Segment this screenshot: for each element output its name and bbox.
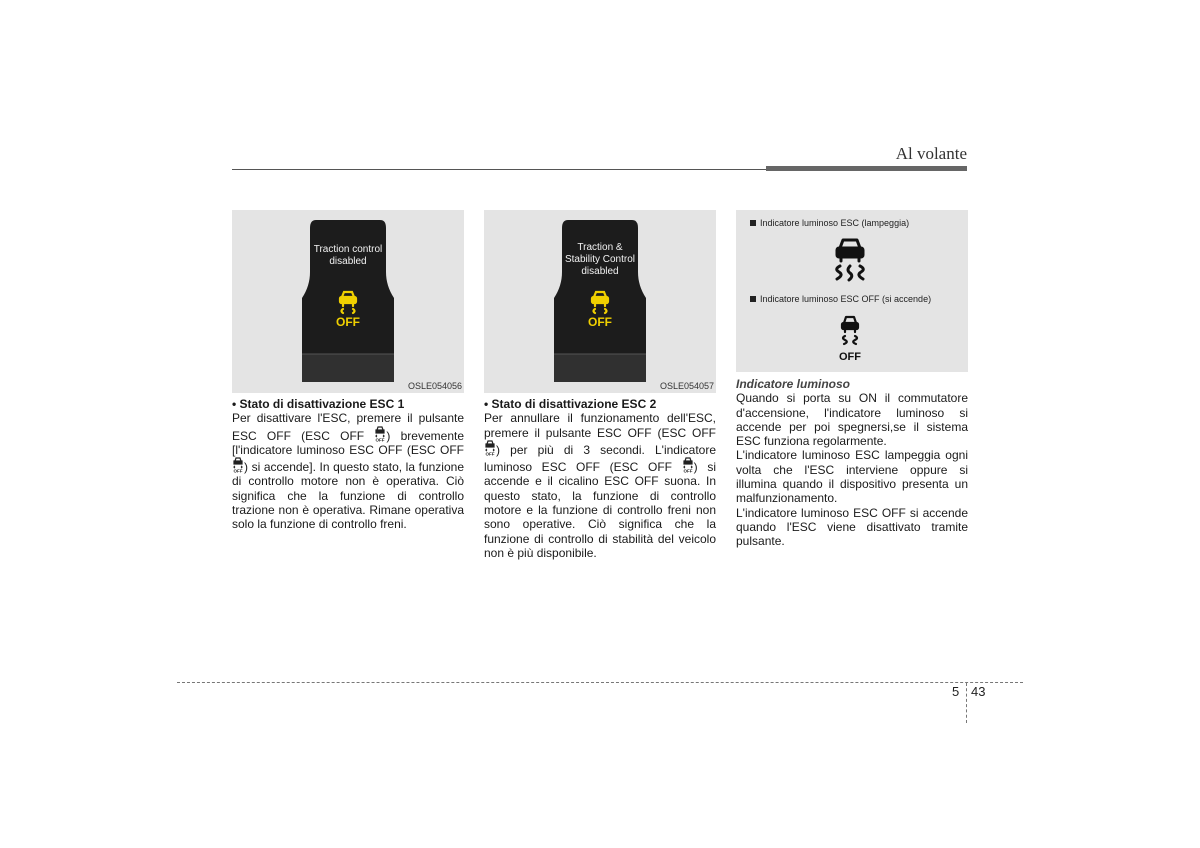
text-run: Per disattivare l'ESC, premere il pulsante ESC OFF (ESC OFF — [232, 411, 464, 443]
legend-text: Indicatore luminoso ESC (lampeggia) — [760, 218, 910, 228]
svg-text:OFF: OFF — [336, 315, 360, 328]
button-label — [304, 244, 392, 268]
button-label-line-2: Stability Control — [564, 254, 636, 265]
esc-off-icon — [374, 426, 386, 442]
page-number: 43 — [971, 684, 986, 699]
text-run: Per annullare il funzionamento dell'ESC, premere il pulsante ESC OFF (ESC OFF — [484, 411, 716, 440]
svg-text:OFF: OFF — [683, 468, 693, 474]
square-bullet-icon — [750, 220, 756, 226]
text-run: ) per più di 3 secondi. L'indicatore luminoso ESC OFF (ESC OFF — [484, 442, 716, 475]
figure-code: OSLE054057 — [659, 381, 714, 391]
esc-off-icon — [585, 288, 615, 328]
esc-icon — [828, 236, 872, 282]
paragraph — [232, 411, 464, 531]
text-column-2 — [484, 397, 716, 560]
esc-off-icon — [333, 288, 363, 328]
footer-divider — [966, 683, 967, 723]
esc-off-icon — [232, 457, 244, 473]
svg-text:OFF: OFF — [375, 437, 385, 442]
figure-code: OSLE054056 — [407, 381, 462, 391]
heading-esc-2: • Stato di disattivazione ESC 2 — [484, 397, 657, 411]
esc-off-icon — [836, 314, 864, 364]
figure-esc-button-1 — [232, 210, 464, 393]
button-label-line-1: Traction control — [313, 244, 383, 255]
figure-indicators — [736, 210, 968, 372]
legend-esc-off-on — [750, 294, 931, 304]
heading-esc-1: • Stato di disattivazione ESC 1 — [232, 397, 405, 411]
button-label-line-2: disabled — [329, 256, 367, 267]
square-bullet-icon — [750, 296, 756, 302]
esc-off-icon — [682, 457, 694, 473]
text-run: ) si accende]. In questo stato, la funzione di controllo motore non è operativa. Ciò significa che la funzione di controllo trazione non è operativa. Rimane operativa solo la funzione di controllo freni. — [232, 460, 464, 532]
paragraph — [484, 411, 716, 560]
button-label — [556, 242, 644, 278]
text-column-1 — [232, 397, 464, 532]
button-label-line-1: Traction & — [577, 242, 623, 253]
svg-text:OFF: OFF — [485, 451, 495, 456]
paragraph: L'indicatore luminoso ESC lampeggia ogni volta che l'ESC interviene oppure si illumina quando il dispositivo presenta un malfunzionamento. — [736, 448, 968, 506]
legend-text: Indicatore luminoso ESC OFF (si accende) — [760, 294, 932, 304]
footer-rule — [177, 682, 1023, 683]
text-run: ) brevemente [l'indicatore luminoso ESC OFF (ESC OFF — [232, 428, 464, 457]
svg-text:OFF: OFF — [233, 468, 243, 474]
legend-esc-blinking — [750, 218, 909, 228]
text-run: ) si accende e il cicalino ESC OFF suona. In questo stato, la funzione di controllo motore e la funzione di controllo freni non sono operative. Ciò significa che la funzione di controllo di stabilità del veicolo non è più disponibile. — [484, 460, 716, 560]
heading-indicator: Indicatore luminoso — [736, 377, 851, 391]
svg-text:OFF: OFF — [839, 351, 861, 363]
svg-text:OFF: OFF — [588, 315, 612, 328]
paragraph: L'indicatore luminoso ESC OFF si accende quando l'ESC viene disattivato tramite pulsante. — [736, 505, 968, 549]
esc-off-icon — [484, 440, 496, 456]
header-bar — [766, 166, 967, 171]
section-title: Al volante — [895, 144, 967, 163]
figure-esc-button-2 — [484, 210, 716, 393]
paragraph: Quando si porta su ON il commutatore d'accensione, l'indicatore luminoso si accende per poi spegnersi,se il sistema ESC funziona regolarmente. — [736, 391, 968, 449]
section-number: 5 — [952, 684, 960, 699]
button-label-line-3: disabled — [581, 266, 619, 277]
text-column-3 — [736, 377, 968, 549]
